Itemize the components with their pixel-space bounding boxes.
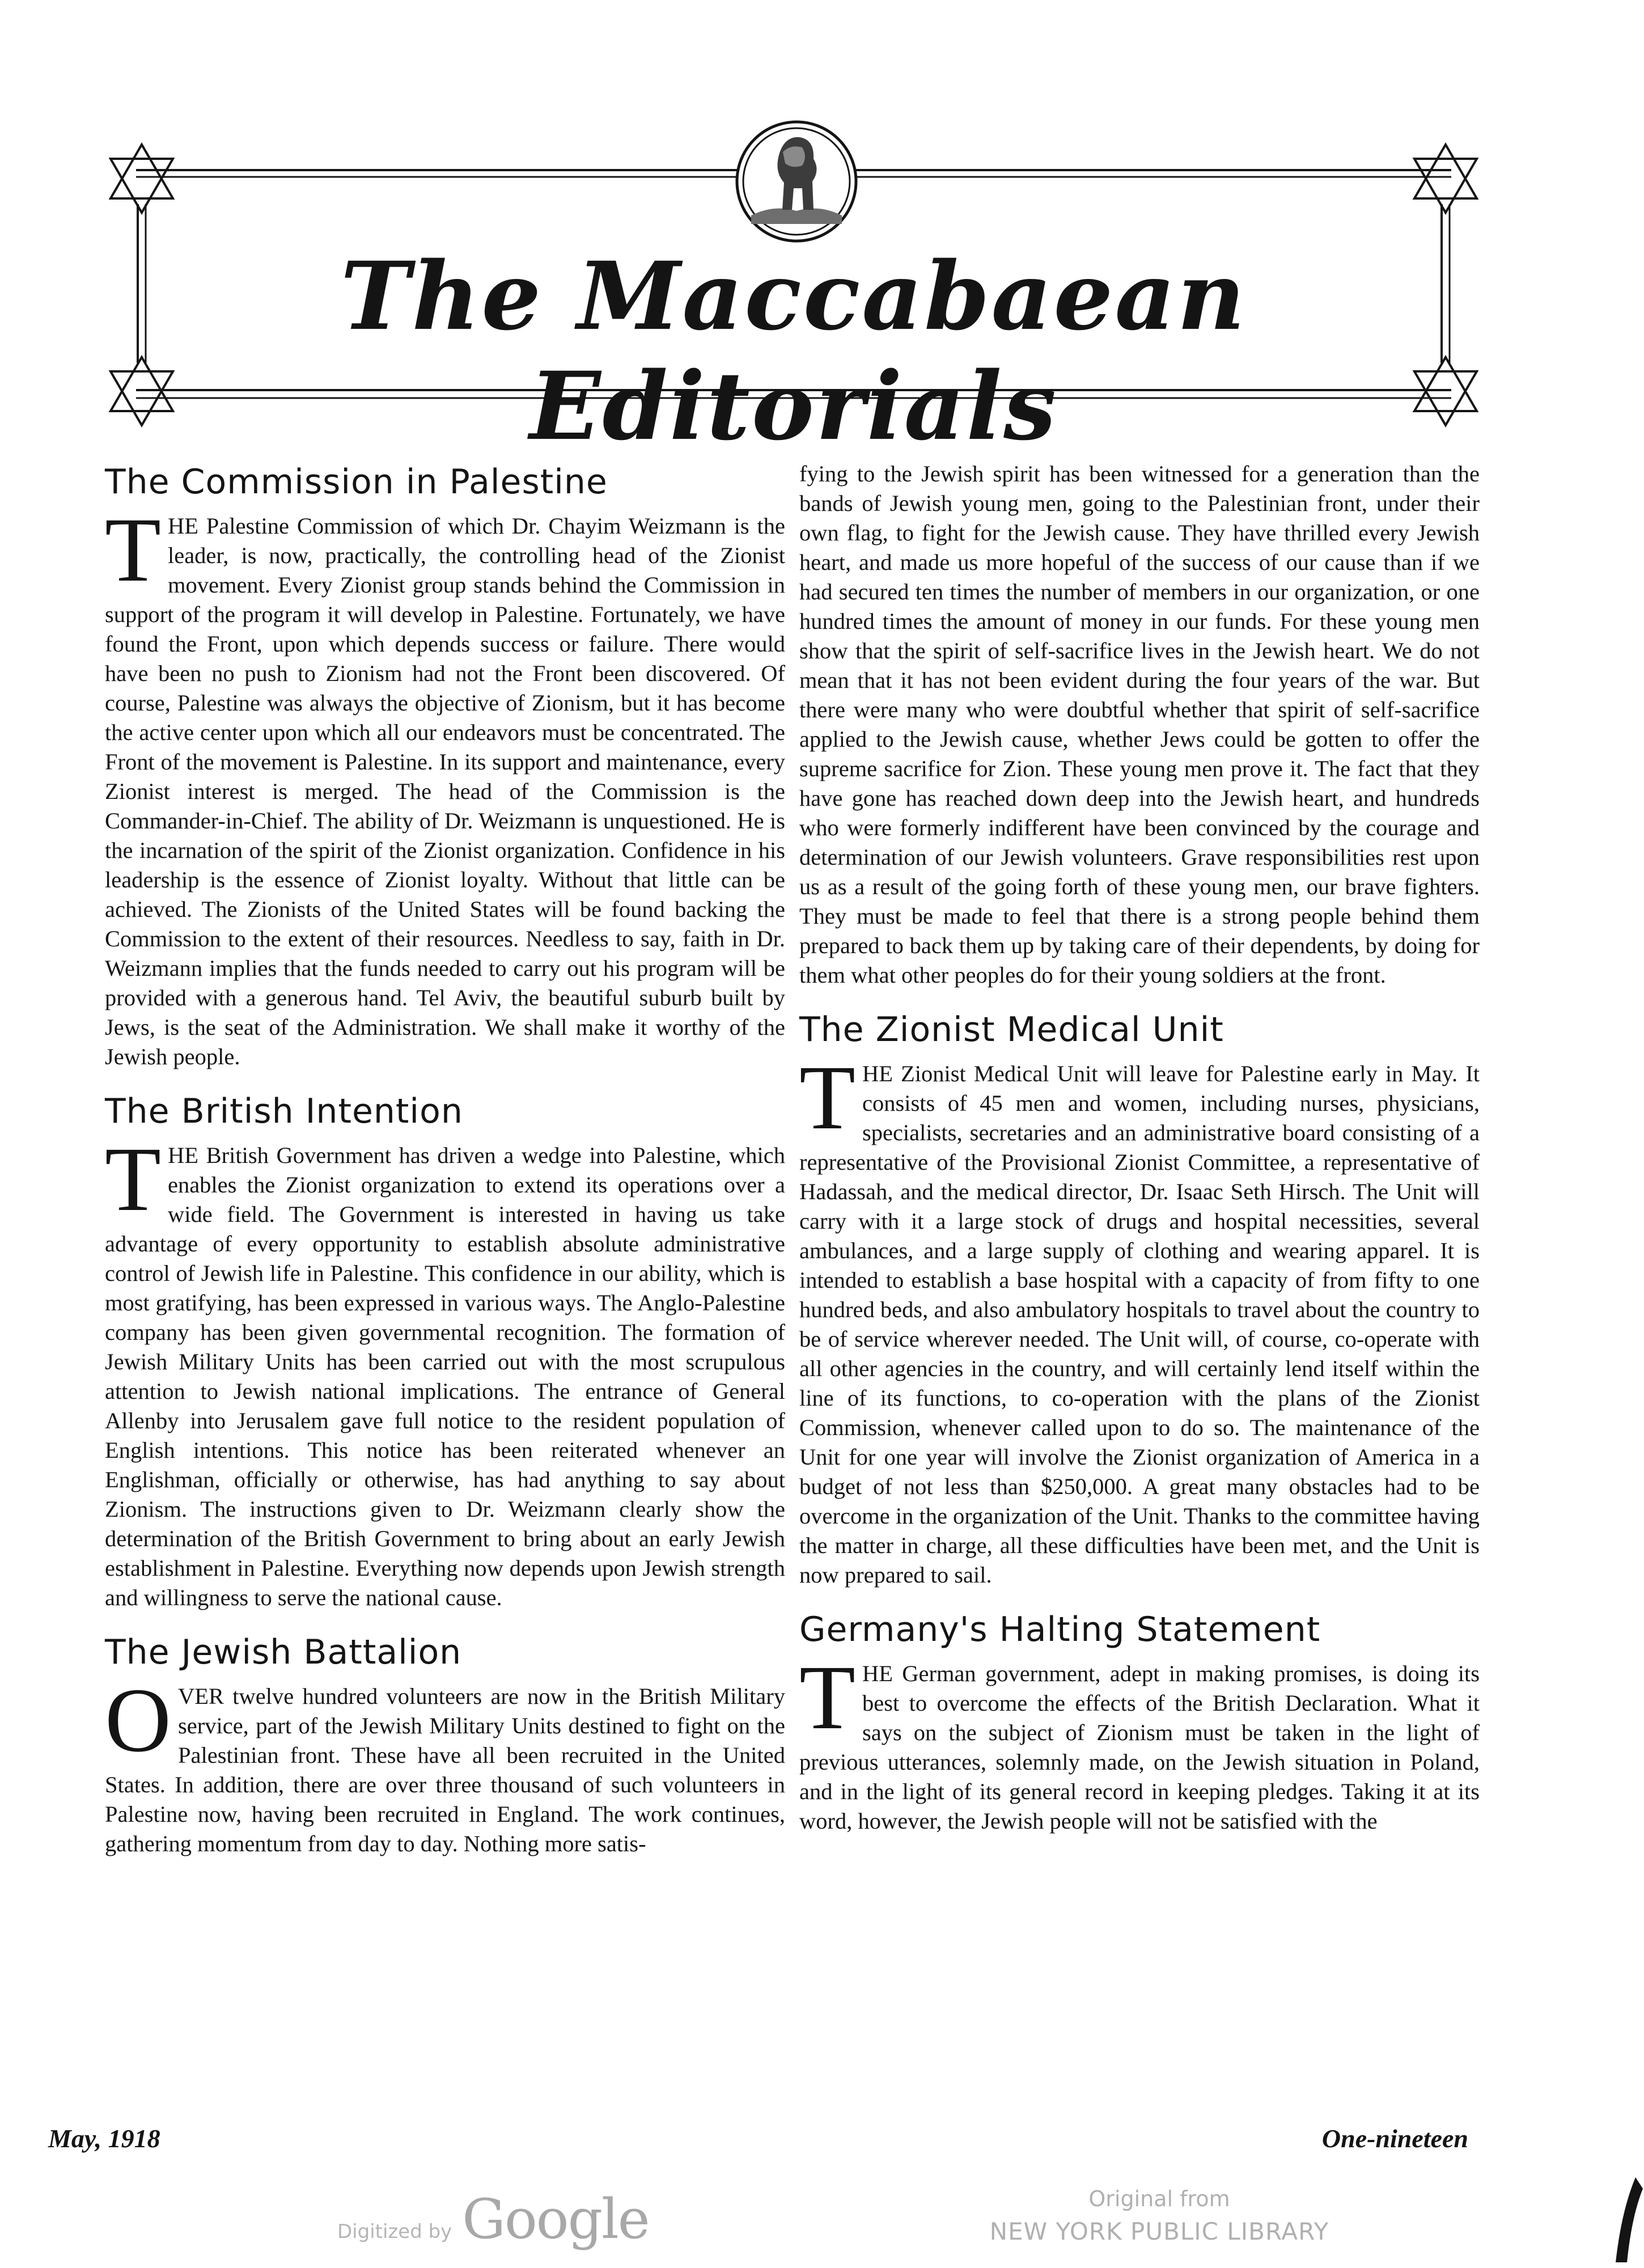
article-body: [105, 1129, 785, 1613]
article-commission-in-palestine: [105, 459, 785, 1072]
masthead-title: The Maccabaean Editorials: [340, 241, 1247, 461]
original-label: Original from: [1088, 2186, 1230, 2211]
google-logo: Google: [462, 2187, 649, 2251]
article-title: The British Intention: [105, 1091, 463, 1131]
article-title: The Zionist Medical Unit: [799, 1010, 1224, 1050]
article-text: HE German government, adept in making promises, is doing its best to overcome the effects of the British Declaration. What it says on the subject of Zionism must be taken in the light of previous utterances, solemnly made, on the Jewish situation in Poland, and in the light of its general record in keeping pledges. Taking it at its word, however, the Jewish people will not be satisfied with the: [799, 1661, 1480, 1834]
drop-cap: T: [799, 1647, 855, 1749]
article-jewish-battalion-continued: [799, 459, 1480, 990]
article-body: [105, 500, 785, 1072]
digitized-label: Digitized by: [337, 2220, 452, 2243]
library-name: NEW YORK PUBLIC LIBRARY: [989, 2218, 1329, 2245]
original-source-watermark: [989, 2183, 1329, 2249]
page-edge-mark: [1610, 2166, 1644, 2268]
article-title: The Jewish Battalion: [105, 1632, 462, 1672]
article-zionist-medical-unit: [799, 1007, 1480, 1590]
star-of-david-icon: [111, 145, 173, 213]
masthead: [105, 119, 1482, 461]
article-text: VER twelve hundred volunteers are now in the British Military service, part of the Jewish Military Units destined to fight on the Palestinian front. These have all been recruited in the United States. In addition, there are over three thousand of such volunteers in Palestine now, having been recruited in England. The work continues, gathering momentum from day to day. Nothing more satis-: [105, 1683, 785, 1856]
star-of-david-icon: [1414, 145, 1477, 213]
page-number: One-nineteen: [1321, 2124, 1468, 2153]
article-text: HE Palestine Commission of which Dr. Chayim Weizmann is the leader, is now, practically, the controlling head of the Zionist movement. Every Zionist group stands behind the Commission in support of the program it will develop in Palestine. Fortunately, we have found the Front, upon which depends success or failure. There would have been no push to Zionism had not the Front been discovered. Of course, Palestine was always the objective of Zionism, but it has become the active center upon which all our endeavors must be concentrated. The Front of the movement is Palestine. In its support and maintenance, every Zionist interest is merged. The head of the Commission is the Commander-in-Chief. The ability of Dr. Weizmann is unquestioned. He is the incarnation of the spirit of the Zionist organization. Confidence in his leadership is the essence of Zionist loyalty. Without that little can be achieved. The Zionists of the United States will be found backing the Commission to the extent of their resources. Needless to say, faith in Dr. Weizmann implies that the funds needed to carry out his program will be provided with a generous hand. Tel Aviv, the beautiful suburb built by Jews, is the seat of the Administration. We shall make it worthy of the Jewish people.: [105, 513, 785, 1069]
article-body: [105, 1670, 785, 1859]
article-text: HE British Government has driven a wedge into Palestine, which enables the Zionist organization to extend its operations over a wide field. The Government is interested in having us take advantage of every opportunity to establish absolute administrative control of Jewish life in Palestine. This confidence in our ability, which is most gratifying, has been expressed in various ways. The Anglo-Palestine company has been given governmental recognition. The formation of Jewish Military Units has been carried out with the most scrupulous attention to Jewish national implications. The entrance of General Allenby into Jerusalem gave full notice to the resident population of English intentions. This notice has been reiterated whenever an Englishman, officially or otherwise, has had anything to say about Zionism. The instructions given to Dr. Weizmann clearly show the determination of the British Government to bring about an early Jewish establishment in Palestine. Everything now depends upon Jewish strength and willingness to serve the national cause.: [105, 1143, 785, 1610]
drop-cap: T: [105, 1129, 161, 1230]
article-body: [799, 1047, 1480, 1590]
right-column: [799, 459, 1480, 1853]
drop-cap: O: [105, 1670, 171, 1771]
drop-cap: T: [799, 1047, 855, 1149]
article-germanys-halting-statement: [799, 1607, 1480, 1836]
article-british-intention: [105, 1089, 785, 1613]
article-body: [799, 459, 1480, 990]
issue-date: May, 1918: [48, 2124, 160, 2153]
article-text: fying to the Jewish spirit has been witnessed for a generation than the bands of Jewish young men, going to the Palestinian front, under their own flag, to fight for the Jewish cause. They have thrilled every Jewish heart, and made us more hopeful of the success of our cause than if we had secured ten times the number of members in our organization, or one hundred times the amount of money in our funds. For these young men show that the spirit of self-sacrifice lives in the Jewish heart. We do not mean that it has not been evident during the four years of the war. But there were many who were doubtful whether that spirit of self-sacrifice applied to the Jewish cause, whether Jews could be gotten to offer the supreme sacrifice for Zion. These young men prove it. The fact that they have gone has reached down deep into the Jewish heart, and hundreds who were formerly indifferent have been convinced by the courage and determination of our Jewish volunteers. Grave responsibilities rest upon us as a result of the going forth of these young men, our brave fighters. They must be made to feel that there is a strong people behind them prepared to back them up by taking care of their dependents, by doing for them what other peoples do for their young soldiers at the front.: [799, 461, 1480, 988]
left-column: [105, 459, 785, 1876]
digitized-by-watermark: [337, 2189, 649, 2251]
drop-cap: T: [105, 500, 161, 601]
article-text: HE Zionist Medical Unit will leave for Palestine early in May. It consists of 45 men and women, including nurses, physicians, specialists, secretaries and an administrative board consisting of a representative of the Provisional Zionist Committee, a representative of Hadassah, and the medical director, Dr. Isaac Seth Hirsch. The Unit will carry with it a large stock of drugs and hospital necessities, several ambulances, and a large supply of clothing and wearing apparel. It is intended to establish a base hospital with a capacity of from fifty to one hundred beds, and also ambulatory hospitals to travel about the country to be of service wherever needed. The Unit will, of course, co-operate with all other agencies in the country, and will certainly lend itself within the line of its functions, to co-operation with the plans of the Zionist Commission, whenever called upon to do so. The maintenance of the Unit for one year will involve the Zionist organization of America in a budget of not less than $250,000. A great many obstacles had to be overcome in the organization of the Unit. Thanks to the committee having the matter in charge, all these difficulties have been met, and the Unit is now prepared to sail.: [799, 1061, 1480, 1588]
article-body: [799, 1647, 1480, 1836]
article-title: Germany's Halting Statement: [799, 1610, 1321, 1649]
lion-emblem: [737, 122, 856, 241]
article-title: The Commission in Palestine: [105, 462, 608, 502]
article-jewish-battalion: [105, 1630, 785, 1859]
